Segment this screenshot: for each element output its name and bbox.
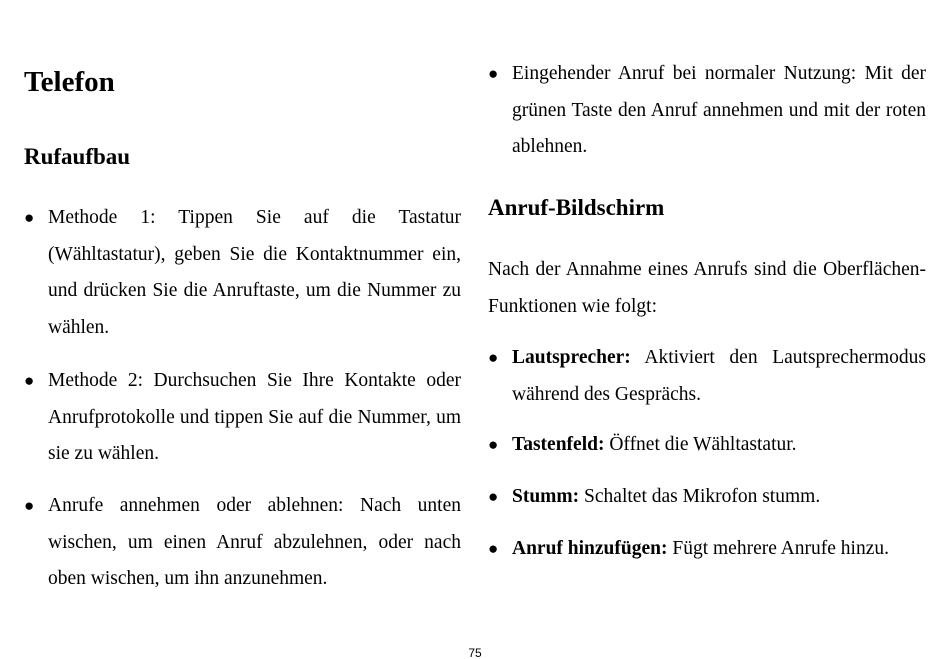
- bullet-item: ● Methode 1: Tippen Sie auf die Tastatur (Wähltastatur), geben Sie die Kontaktnummer ein, und drücken Sie die Anruftaste, um die Nummer zu wählen.: [24, 200, 461, 346]
- bullet-item: ● Eingehender Anruf bei normaler Nutzung: Mit der grünen Taste den Anruf annehmen und mit der roten ablehnen.: [488, 56, 926, 166]
- paragraph: Nach der Annahme eines Anrufs sind die Oberflächen-Funktionen wie folgt:: [488, 259, 926, 317]
- description: Öffnet die Wähltastatur.: [604, 434, 797, 455]
- description: Aktiviert den Lautsprechermodus während des Gesprächs.: [512, 347, 926, 405]
- term: Anruf hinzufügen:: [512, 538, 668, 559]
- page-number: 75: [468, 646, 482, 659]
- bullet-item: [488, 427, 926, 464]
- subsection-title: Rufaufbau: [24, 144, 131, 169]
- description: Schaltet das Mikrofon stumm.: [579, 486, 821, 507]
- description: Fügt mehrere Anrufe hinzu.: [667, 538, 889, 559]
- bullet-item: [488, 340, 926, 413]
- section-title: Telefon: [24, 66, 115, 98]
- term: Stumm:: [512, 486, 580, 507]
- bullet-item: ● Methode 2: Durchsuchen Sie Ihre Kontakte oder Anrufprotokolle und tippen Sie auf die Nummer, um sie zu wählen.: [24, 363, 461, 473]
- term: Lautsprecher:: [512, 347, 631, 368]
- bullet-item: [488, 531, 926, 568]
- term: Tastenfeld:: [512, 434, 605, 455]
- bullet-item: ● Anrufe annehmen oder ablehnen: Nach unten wischen, um einen Anruf abzulehnen, oder nach oben wischen, um ihn anzunehmen.: [24, 488, 461, 598]
- subsection-title: Anruf-Bildschirm: [488, 195, 665, 220]
- bullet-item: [488, 479, 926, 516]
